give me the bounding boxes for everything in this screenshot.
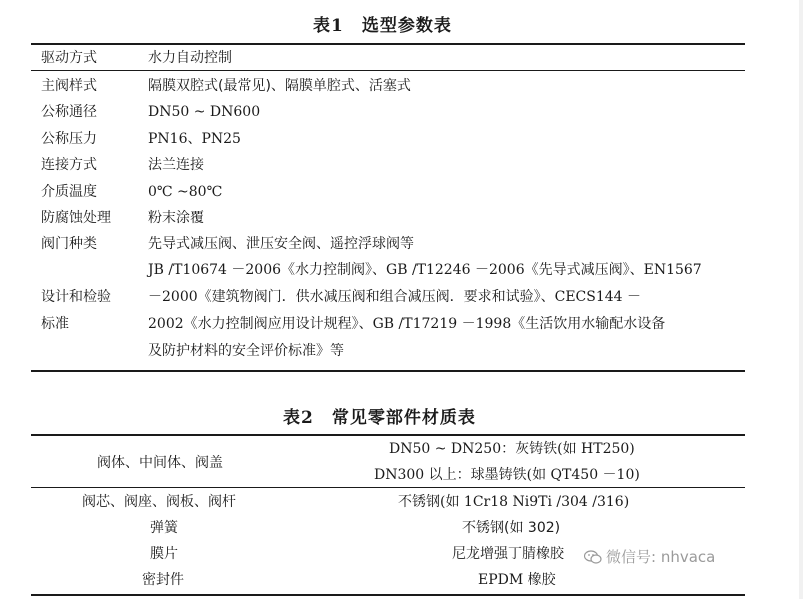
row-label: 驱动方式 xyxy=(41,50,97,66)
material-value: EPDM 橡胶 xyxy=(478,572,556,588)
table1-caption: 表1 选型参数表 xyxy=(313,16,452,36)
watermark-text: 微信号: nhvaca xyxy=(606,548,716,566)
standards-label: 设计和检验 xyxy=(41,289,111,305)
material-value: 不锈钢(如 1Cr18 Ni9Ti /304 /316) xyxy=(398,494,630,510)
wechat-icon xyxy=(584,550,602,564)
part-name: 弹簧 xyxy=(150,520,178,536)
standards-label: 标准 xyxy=(41,316,69,332)
row-value: 水力自动控制 xyxy=(148,50,232,66)
row-label: 介质温度 xyxy=(41,184,97,200)
row-label: 防腐蚀处理 xyxy=(41,210,111,226)
row-value: PN16、PN25 xyxy=(148,131,241,147)
row-value: 先导式减压阀、泄压安全阀、遥控浮球阀等 xyxy=(148,236,414,252)
table1-bottom-rule xyxy=(31,370,745,372)
standards-line: 2002《水力控制阀应用设计规程》、GB /T17219 －1998《生活饮用水输配水设备 xyxy=(148,316,666,332)
material-value: DN300 以上：球墨铸铁(如 QT450 －10) xyxy=(374,467,640,483)
watermark xyxy=(584,546,715,567)
row-label: 公称压力 xyxy=(41,131,97,147)
row-value: 0℃ ~80℃ xyxy=(148,184,223,200)
material-value: 不锈钢(如 302) xyxy=(462,520,561,536)
table2-caption: 表2 常见零部件材质表 xyxy=(283,408,476,428)
part-name: 膜片 xyxy=(150,546,178,562)
table2-mid-rule xyxy=(31,487,745,488)
row-value: 隔膜双腔式(最常见)、隔膜单腔式、活塞式 xyxy=(148,78,411,94)
table2-top-rule xyxy=(31,434,745,436)
standards-line: －2000《建筑物阀门．供水减压阀和组合减压阀．要求和试验》、CECS144 － xyxy=(148,289,642,305)
material-value: DN50 ~ DN250：灰铸铁(如 HT250) xyxy=(389,441,635,457)
table2-bottom-rule xyxy=(31,594,745,596)
standards-line: 及防护材料的安全评价标准》等 xyxy=(148,343,344,359)
standards-line: JB /T10674 －2006《水力控制阀》、GB /T12246 －2006《先导式减压阀》、EN1567 xyxy=(148,262,702,278)
part-name: 阀芯、阀座、阀板、阀杆 xyxy=(82,494,236,510)
row-label: 连接方式 xyxy=(41,157,97,173)
row-value: 法兰连接 xyxy=(148,157,204,173)
material-value: 尼龙增强丁腈橡胶 xyxy=(452,546,564,562)
row-label: 主阀样式 xyxy=(41,78,97,94)
page-edge xyxy=(799,0,803,599)
row-label: 阀门种类 xyxy=(41,236,97,252)
row-label: 公称通径 xyxy=(41,104,97,120)
part-name: 阀体、中间体、阀盖 xyxy=(97,455,223,471)
row-value: DN50 ~ DN600 xyxy=(148,104,261,120)
part-name: 密封件 xyxy=(142,572,184,588)
row-value: 粉末涂覆 xyxy=(148,210,204,226)
